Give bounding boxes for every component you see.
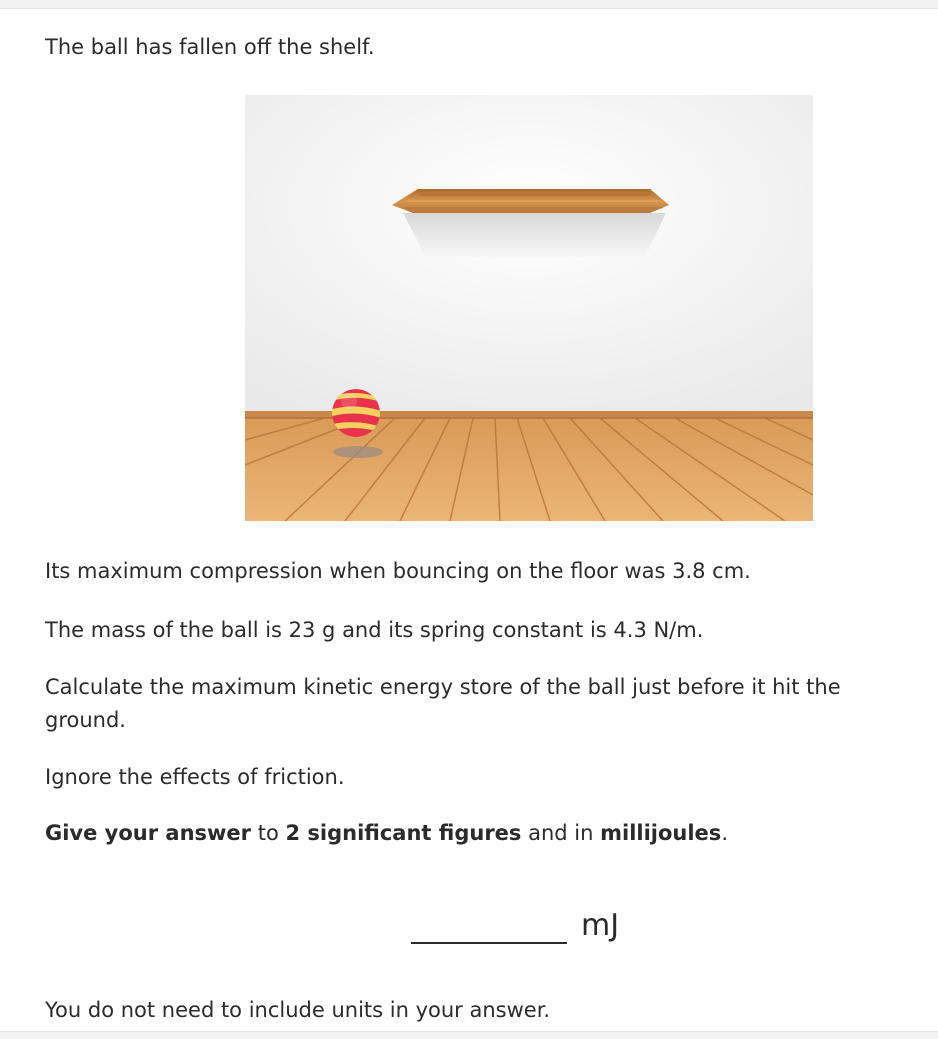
- answer-instruction: [45, 817, 728, 849]
- friction-statement: Ignore the effects of friction.: [45, 765, 345, 789]
- ball-shadow: [333, 446, 383, 458]
- task-statement-line-1: Calculate the maximum kinetic energy store of the ball just before it hit the: [45, 675, 841, 699]
- instruction-text-2: and in: [521, 821, 601, 845]
- task-statement-line-2: ground.: [45, 708, 126, 732]
- shelf-underside: [403, 213, 666, 257]
- shelf-ball-illustration: [245, 95, 813, 521]
- answer-row: [411, 894, 619, 944]
- instruction-text-1: to: [251, 821, 286, 845]
- instruction-bold-2: 2 significant figures: [285, 821, 522, 845]
- instruction-bold-3: millijoules: [600, 821, 722, 845]
- instruction-bold-1: Give your answer: [45, 821, 252, 845]
- instruction-text-3: .: [721, 821, 728, 845]
- answer-input[interactable]: [411, 904, 567, 944]
- answer-unit: mJ: [581, 908, 620, 943]
- compression-statement: Its maximum compression when bouncing on the floor was 3.8 cm.: [45, 559, 751, 583]
- units-note: You do not need to include units in your answer.: [45, 998, 551, 1022]
- question-intro: The ball has fallen off the shelf.: [45, 35, 375, 59]
- question-card: [0, 8, 938, 1032]
- mass-spring-statement: The mass of the ball is 23 g and its spring constant is 4.3 N/m.: [45, 618, 704, 642]
